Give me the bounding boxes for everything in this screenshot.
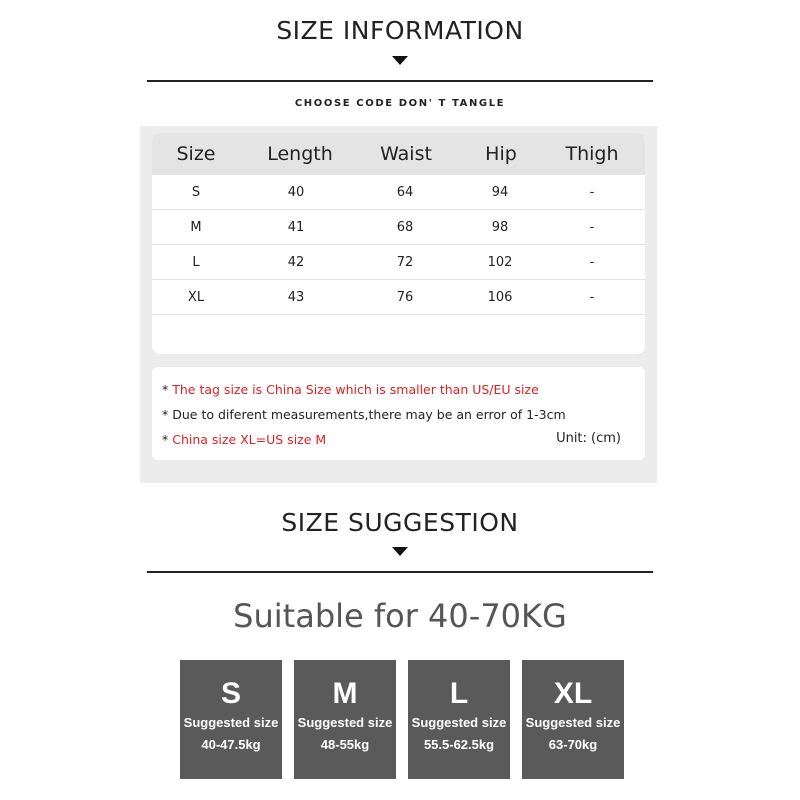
notes-box <box>152 367 645 460</box>
size-card-xl <box>522 660 624 779</box>
cell-thigh: - <box>589 255 595 270</box>
note-text: China size XL=US size M <box>172 432 327 447</box>
note-measurement-error <box>162 407 566 422</box>
suitable-weight-headline: Suitable for 40-70KG <box>233 597 567 635</box>
note-text: The tag size is China Size which is smaller than US/EU size <box>172 382 539 397</box>
size-card-s <box>180 660 282 779</box>
cell-hip: 106 <box>487 290 513 305</box>
cell-hip: 94 <box>491 185 509 200</box>
size-suggestion-title: SIZE SUGGESTION <box>281 508 519 537</box>
table-row <box>152 280 645 315</box>
cell-waist: 76 <box>396 290 414 305</box>
cell-length: 42 <box>287 255 305 270</box>
divider <box>147 571 653 573</box>
cell-length: 41 <box>287 220 305 235</box>
cell-thigh: - <box>589 185 595 200</box>
card-label: Suggested size <box>297 715 393 730</box>
card-weight: 40-47.5kg <box>201 737 261 752</box>
cell-size: XL <box>187 290 205 305</box>
header-waist: Waist <box>380 143 432 165</box>
card-weight: 48-55kg <box>320 737 370 752</box>
note-star: * <box>162 432 169 447</box>
cell-hip: 102 <box>487 255 513 270</box>
cell-waist: 68 <box>396 220 414 235</box>
table-row <box>152 245 645 280</box>
card-size: S <box>220 677 241 710</box>
cell-size: M <box>190 220 202 235</box>
unit-label: Unit: (cm) <box>556 431 621 446</box>
card-size: L <box>449 677 469 710</box>
cell-size: L <box>192 255 200 270</box>
note-star: * <box>162 382 169 397</box>
subtitle: CHOOSE CODE DON' T TANGLE <box>294 98 506 109</box>
card-label: Suggested size <box>411 715 507 730</box>
card-size: M <box>332 677 358 710</box>
header-size: Size <box>176 143 216 165</box>
card-size: XL <box>553 677 593 710</box>
header-length: Length <box>267 143 333 165</box>
cell-length: 40 <box>287 185 305 200</box>
header-hip: Hip <box>485 143 517 165</box>
table-row <box>152 175 645 210</box>
cell-thigh: - <box>589 290 595 305</box>
cell-size: S <box>191 185 201 200</box>
note-tag-size <box>162 382 539 397</box>
table-row-empty <box>152 315 645 350</box>
card-label: Suggested size <box>525 715 621 730</box>
cell-hip: 98 <box>491 220 509 235</box>
note-china-size <box>162 432 326 447</box>
size-card-m <box>294 660 396 779</box>
card-weight: 55.5-62.5kg <box>423 737 495 752</box>
size-card-l <box>408 660 510 779</box>
down-arrow-icon <box>392 547 408 556</box>
note-text: Due to diferent measurements,there may be an error of 1-3cm <box>172 407 566 422</box>
header-thigh: Thigh <box>565 143 619 165</box>
cell-length: 43 <box>287 290 305 305</box>
cell-waist: 64 <box>396 185 414 200</box>
cell-thigh: - <box>589 220 595 235</box>
table-header <box>152 133 645 175</box>
divider <box>147 80 653 82</box>
down-arrow-icon <box>392 56 408 65</box>
cell-waist: 72 <box>396 255 414 270</box>
card-weight: 63-70kg <box>548 737 598 752</box>
size-information-title: SIZE INFORMATION <box>276 16 524 45</box>
size-table <box>152 133 645 354</box>
note-star: * <box>162 407 169 422</box>
card-label: Suggested size <box>183 715 279 730</box>
table-row <box>152 210 645 245</box>
